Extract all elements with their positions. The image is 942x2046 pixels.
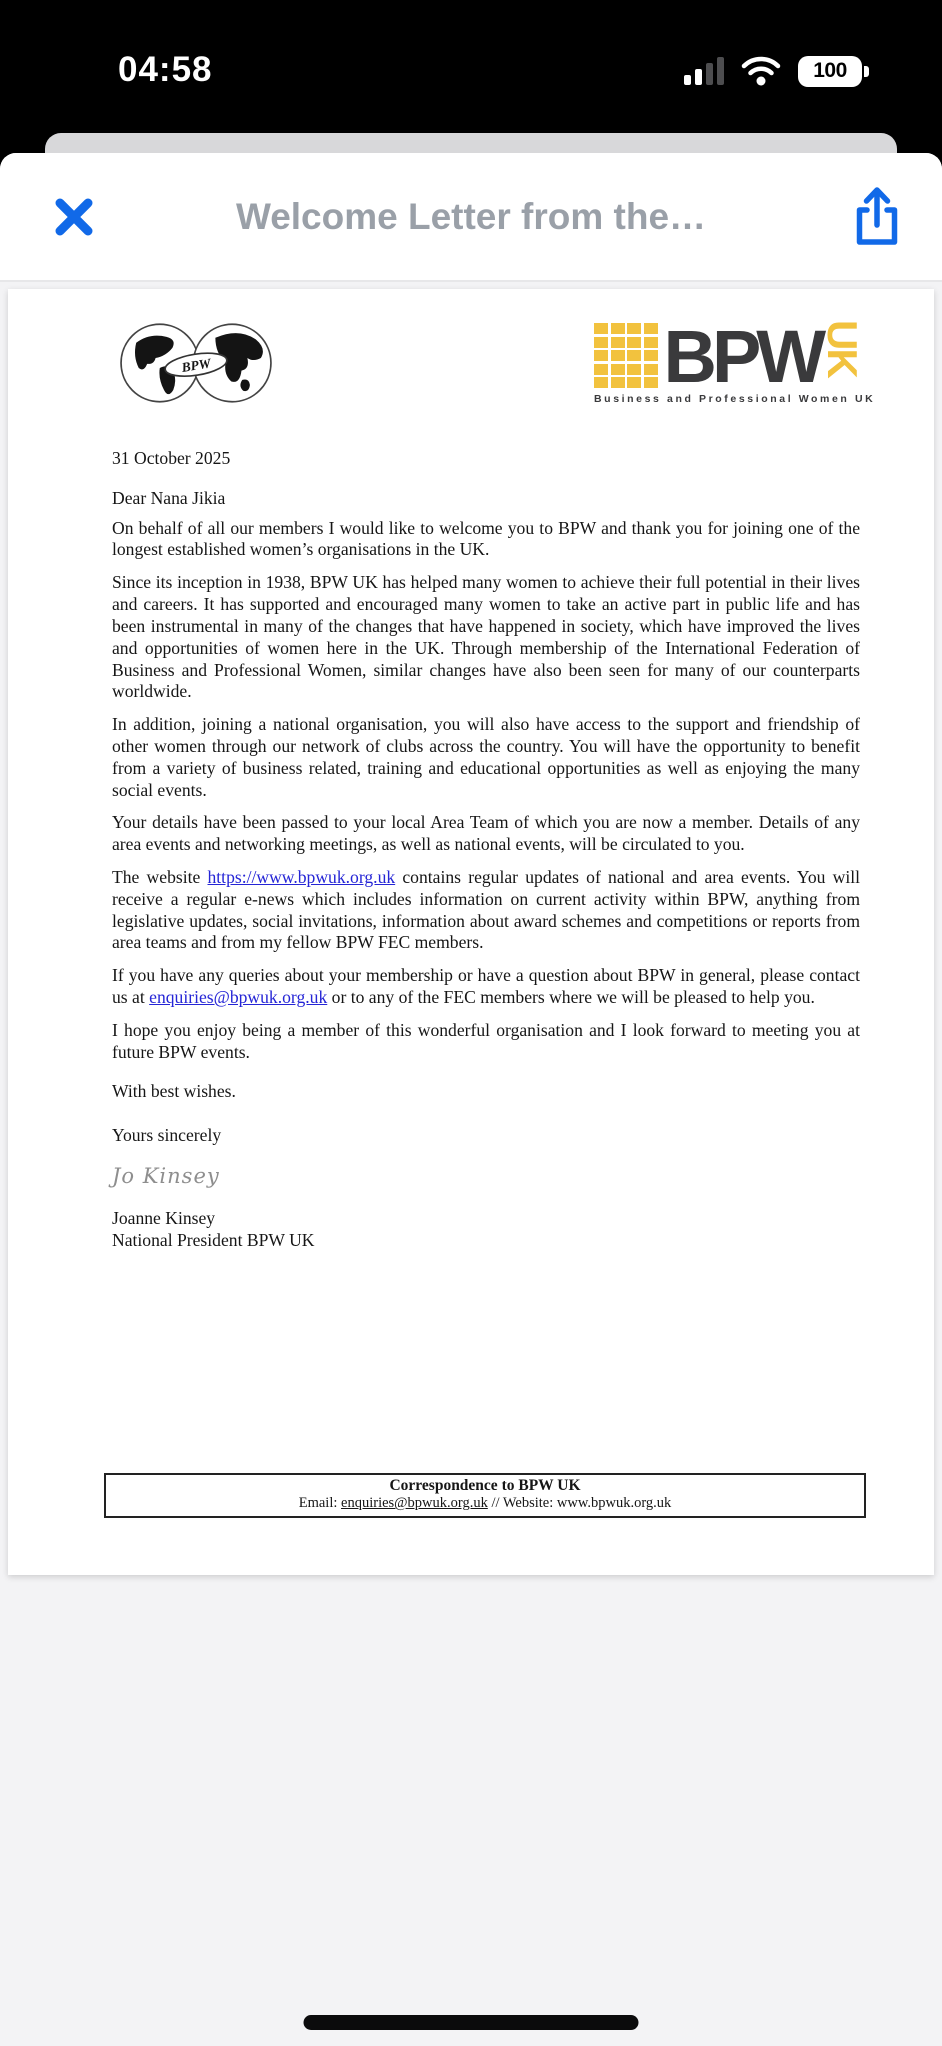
cellular-signal-icon	[684, 55, 724, 87]
wifi-icon	[740, 55, 782, 87]
letter-paragraph: Your details have been passed to your local Area Team of which you are now a member. Details of any area events and networking meetings, as well as national events, will be circulated to you.	[112, 812, 860, 855]
letter-body	[112, 448, 860, 1252]
letter-paragraph: The website https://www.bpwuk.org.uk contains regular updates of national and area events. You will receive a regular e-news which includes information on current activity within BPW, anything from legislative updates, social invitations, information about award schemes and competitions or reports from area teams and from my fellow BPW FEC members.	[112, 867, 860, 953]
letter-signoff: Yours sincerely	[112, 1125, 222, 1146]
sheet-header	[0, 153, 942, 282]
bpw-uk-logo-acronym: BPW	[663, 315, 822, 399]
letter-paragraph: If you have any queries about your membership or have a question about BPW in general, please contact us at enquiries@bpwuk.org.uk or to any of the FEC members where we will be pleased to help you.	[112, 965, 860, 1008]
document-preview-sheet	[0, 153, 942, 2046]
letter-salutation: Dear Nana Jikia	[112, 487, 226, 508]
letter-closing: With best wishes.	[112, 1080, 236, 1101]
footer-email-link[interactable]: enquiries@bpwuk.org.uk	[341, 1495, 488, 1512]
sender-title: National President BPW UK	[112, 1230, 315, 1251]
letter-date: 31 October 2025	[112, 448, 231, 468]
correspondence-contacts: Email: enquiries@bpwuk.org.uk // Website: www.bpwuk.org.uk	[298, 1495, 672, 1512]
letter-paragraph: I hope you enjoy being a member of this wonderful organisation and I look forward to meeting you at future BPW events.	[112, 1019, 860, 1062]
globes-banner-text: BPW	[180, 355, 212, 375]
status-icons	[684, 55, 862, 87]
sender-name: Joanne Kinsey	[112, 1208, 216, 1229]
bpw-uk-logo-grid	[594, 323, 658, 388]
letter-paragraph: Since its inception in 1938, BPW UK has helped many women to achieve their full potential in their lives and careers. It has supported and encouraged many women to take an active part in public life and has been instrumental in many of the changes that have happened in society, which have improved the lives and opportunities of women here in the UK. Through membership of the International Federation of Business and Professional Women, similar changes have also been seen for many of our counterparts worldwide.	[112, 572, 860, 702]
document-scroll-area[interactable]	[0, 282, 942, 2046]
share-icon	[850, 185, 904, 249]
status-bar	[0, 0, 942, 133]
share-button[interactable]	[850, 185, 904, 249]
home-indicator[interactable]	[304, 2015, 639, 2030]
correspondence-title: Correspondence to BPW UK	[389, 1477, 581, 1495]
letter-paragraph: In addition, joining a national organisation, you will also have access to the support and friendship of other women through our network of clubs across the country. You will have the opportunity to benefit from a variety of business related, training and educational opportunities as well as enjoying the many social events.	[112, 714, 860, 800]
bpw-globes-logo	[116, 320, 276, 406]
website-link[interactable]: https://www.bpwuk.org.uk	[207, 867, 396, 887]
letter-page	[8, 289, 934, 1575]
bpw-uk-logo-country: UK	[818, 320, 866, 377]
status-time: 04:58	[118, 50, 213, 89]
battery-icon	[798, 56, 862, 87]
close-button[interactable]	[52, 195, 96, 239]
sheet-title: Welcome Letter from the…	[235, 195, 707, 237]
bpw-uk-logo-tagline: Business and Professional Women UK	[594, 393, 876, 405]
close-icon	[52, 195, 96, 239]
bpw-uk-logo	[594, 315, 886, 405]
correspondence-box	[104, 1473, 866, 1518]
handwritten-signature: Jo Kinsey	[112, 1164, 220, 1189]
email-link[interactable]: enquiries@bpwuk.org.uk	[149, 987, 328, 1008]
letter-paragraph: On behalf of all our members I would like to welcome you to BPW and thank you for joining one of the longest established women’s organisations in the UK.	[112, 517, 860, 560]
battery-percent: 100	[813, 59, 847, 82]
footer-website: www.bpwuk.org.uk	[556, 1495, 672, 1512]
letter-logos	[116, 315, 886, 406]
sender-block	[112, 1208, 860, 1252]
